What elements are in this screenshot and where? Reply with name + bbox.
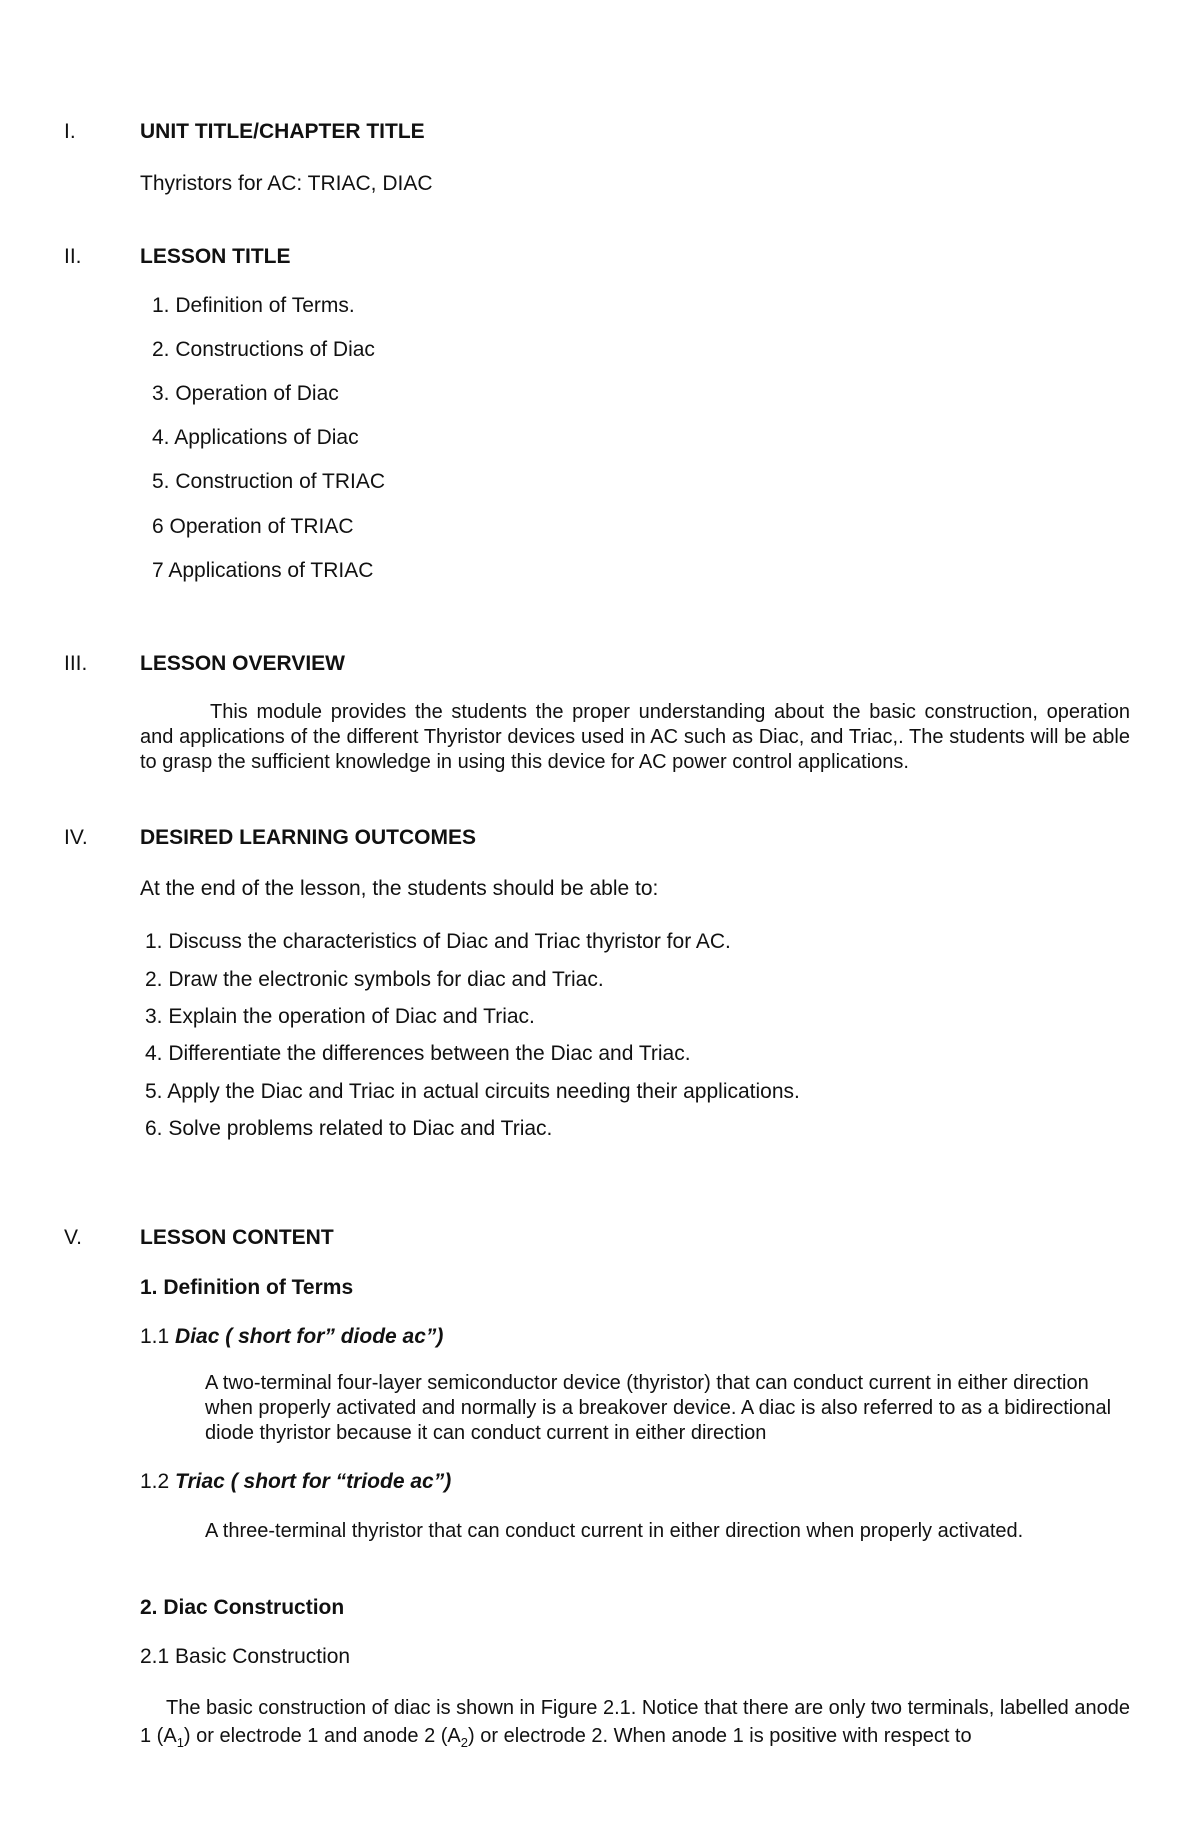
section-5-number: V. <box>64 1226 82 1249</box>
outcome-item: 6. Solve problems related to Diac and Triac. <box>145 1117 553 1140</box>
lesson-title-item: 5. Construction of TRIAC <box>152 470 386 493</box>
lesson-title-item: 3. Operation of Diac <box>152 382 339 405</box>
paragraph-text-1: The basic construction of diac is shown in Figure 2.1. Notice that there are only two terminals, labelled anode 1 (A <box>140 1697 1130 1747</box>
section-3-title: LESSON OVERVIEW <box>140 652 345 675</box>
unit-title-text: Thyristors for AC: TRIAC, DIAC <box>140 172 433 195</box>
anode-1-subscript: 1 <box>176 1735 184 1750</box>
paragraph-text-3: ) or electrode 2. When anode 1 is positive with respect to <box>468 1725 972 1747</box>
basic-construction-paragraph <box>140 1694 1130 1757</box>
section-1-title: UNIT TITLE/CHAPTER TITLE <box>140 120 425 143</box>
outcome-item: 4. Differentiate the differences between the Diac and Triac. <box>145 1042 691 1065</box>
lesson-title-item: 7 Applications of TRIAC <box>152 559 374 582</box>
basic-construction-subheading: 2.1 Basic Construction <box>140 1645 351 1668</box>
lesson-title-item: 2. Constructions of Diac <box>152 338 375 361</box>
definition-of-terms-heading: 1. Definition of Terms <box>140 1276 354 1299</box>
section-4-title: DESIRED LEARNING OUTCOMES <box>140 826 477 849</box>
diac-construction-heading: 2. Diac Construction <box>140 1596 345 1619</box>
anode-2-subscript: 2 <box>460 1735 469 1750</box>
definition-2-text: A three-terminal thyristor that can conduct current in either direction when properly activated. <box>205 1520 1024 1542</box>
outcome-item: 3. Explain the operation of Diac and Triac. <box>145 1005 535 1028</box>
section-3-number: III. <box>64 652 88 675</box>
section-5-title: LESSON CONTENT <box>140 1226 334 1249</box>
lesson-title-item: 1. Definition of Terms. <box>152 294 355 317</box>
lesson-overview-text: This module provides the students the proper understanding about the basic construction, operation and applications of the different Thyristor devices used in AC such as Diac, and Triac,. The students will be able to grasp the sufficient knowledge in using this device for AC power control applications. <box>140 701 1130 773</box>
definition-2-heading <box>140 1470 451 1494</box>
paragraph-text-2: ) or electrode 1 and anode 2 (A <box>183 1725 461 1747</box>
section-4-number: IV. <box>64 826 88 849</box>
definition-2-title: Triac ( short for “triode ac”) <box>175 1470 452 1493</box>
definition-1-heading <box>140 1325 443 1349</box>
definition-1-title: Diac ( short for” diode ac”) <box>175 1325 444 1348</box>
definition-2-number: 1.2 <box>140 1470 170 1493</box>
outcome-item: 5. Apply the Diac and Triac in actual circuits needing their applications. <box>145 1080 800 1103</box>
outcomes-intro: At the end of the lesson, the students should be able to: <box>140 877 659 900</box>
section-1-number: I. <box>64 120 76 143</box>
lesson-title-item: 4. Applications of Diac <box>152 426 359 449</box>
section-2-title: LESSON TITLE <box>140 245 291 268</box>
definition-1-number: 1.1 <box>140 1325 170 1348</box>
lesson-title-item: 6 Operation of TRIAC <box>152 515 354 538</box>
outcome-item: 2. Draw the electronic symbols for diac and Triac. <box>145 968 604 991</box>
definition-1-text: A two-terminal four-layer semiconductor device (thyristor) that can conduct current in either direction when properly activated and normally is a breakover device. A diac is also referred to as a bidirectional diode thyristor because it can conduct current in either direction <box>205 1372 1112 1444</box>
outcome-item: 1. Discuss the characteristics of Diac and Triac thyristor for AC. <box>145 930 731 953</box>
section-2-number: II. <box>64 245 82 268</box>
lesson-overview-paragraph <box>140 700 1130 775</box>
